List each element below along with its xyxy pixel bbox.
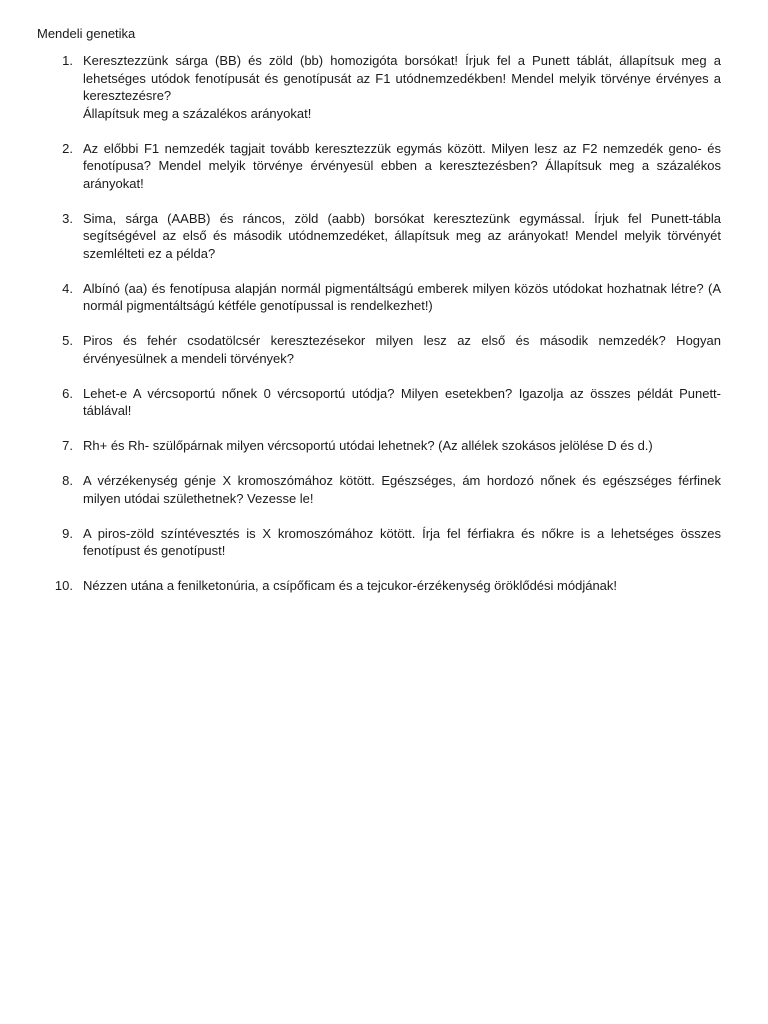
question-number: 7. xyxy=(62,438,73,453)
question-item xyxy=(37,472,721,507)
question-item xyxy=(37,525,721,560)
question-item xyxy=(37,577,721,595)
question-text: Piros és fehér csodatölcsér keresztezésekor milyen lesz az első és második nemzedék? Hogyan érvényesülnek a mendeli törvények? xyxy=(83,333,721,366)
question-item xyxy=(37,52,721,122)
question-number: 5. xyxy=(62,333,73,348)
question-text: Keresztezzünk sárga (BB) és zöld (bb) homozigóta borsókat! Írjuk fel a Punett táblát, állapítsuk meg a lehetséges utódok fenotípusát és genotípusát az F1 utódnemzedékben! Mendel melyik törvénye érvényes a keresztezésre? xyxy=(83,53,721,103)
question-text: Lehet-e A vércsoportú nőnek 0 vércsoportú utódja? Milyen esetekben? Igazolja az összes példát Punett-táblával! xyxy=(83,385,721,418)
question-number: 3. xyxy=(62,210,73,226)
question-number: 6. xyxy=(62,385,73,401)
question-text: Az előbbi F1 nemzedék tagjait tovább keresztezzük egymás között. Milyen lesz az F2 nemzedék geno- és fenotípusa? Mendel melyik törvénye érvényesül ebben a keresztezésben? Állapítsuk meg a százalékos arányokat! xyxy=(83,140,721,191)
question-text: A vérzékenység génje X kromoszómához kötött. Egészséges, ám hordozó nőnek és egészséges férfinek milyen utódai születhetnek? Vezesse le! xyxy=(83,473,721,506)
question-text: Nézzen utána a fenilketonúria, a csípőficam és a tejcukor-érzékenység öröklődési módjának! xyxy=(83,578,618,593)
question-text: Albínó (aa) és fenotípusa alapján normál pigmentáltságú emberek milyen közös utódokat hozhatnak létre? (A normál pigmentáltságú kétféle genotípussal is rendelkezhet!) xyxy=(83,280,721,313)
question-number: 4. xyxy=(62,280,73,296)
question-item xyxy=(37,210,721,263)
document-title: Mendeli genetika xyxy=(37,26,136,41)
question-number: 2. xyxy=(62,140,73,156)
question-extra-text: Állapítsuk meg a százalékos arányokat! xyxy=(83,105,312,121)
question-text: Rh+ és Rh- szülőpárnak milyen vércsoportú utódai lehetnek? (Az allélek szokásos jelölése D és d.) xyxy=(83,438,653,453)
question-number: 1. xyxy=(62,53,73,68)
question-list xyxy=(37,52,721,612)
question-number: 8. xyxy=(62,473,73,488)
question-item xyxy=(37,140,721,193)
question-item xyxy=(37,385,721,420)
question-text: A piros-zöld színtévesztés is X kromoszómához kötött. Írja fel férfiakra és nőkre is a lehetséges összes fenotípust és genotípust! xyxy=(83,525,721,558)
question-item xyxy=(37,437,721,455)
question-item xyxy=(37,332,721,367)
question-number: 10. xyxy=(54,578,73,593)
question-text: Sima, sárga (AABB) és ráncos, zöld (aabb) borsókat keresztezünk egymással. Írjuk fel Punett-tábla segítségével az első és második utódnemzedéket, állapítsuk meg az arányokat! Mendel melyik törvényét szemlélteti ez a példa? xyxy=(83,210,721,261)
question-number: 9. xyxy=(62,525,73,541)
question-item xyxy=(37,280,721,315)
